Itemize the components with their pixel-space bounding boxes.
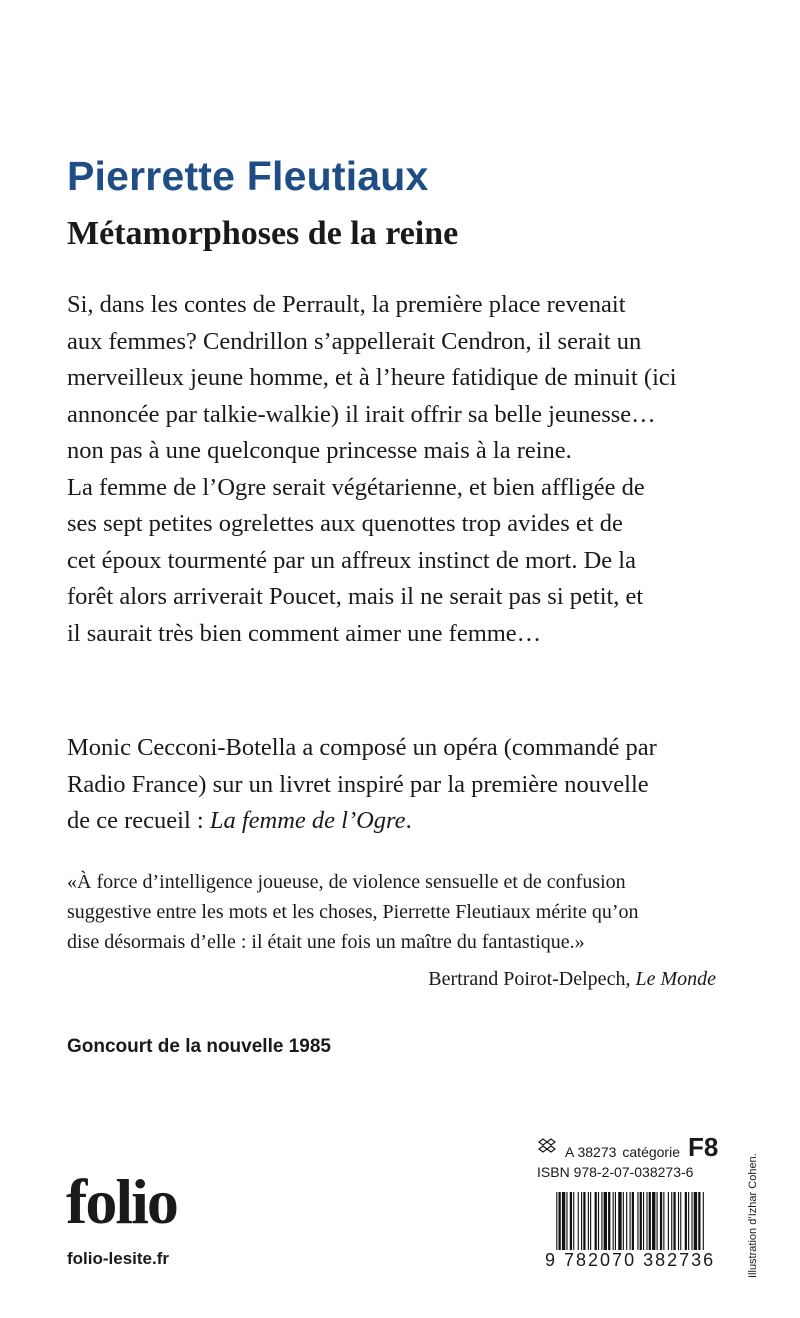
synopsis-line: merveilleux jeune homme, et à l’heure fatidique de minuit (ici — [67, 364, 677, 391]
note-line: Monic Cecconi-Botella a composé un opéra (commandé par — [67, 734, 657, 761]
isbn: ISBN 978-2-07-038273-6 — [537, 1164, 694, 1180]
category-row — [537, 1130, 722, 1160]
synopsis-line: non pas à une quelconque princesse mais à la reine. — [67, 437, 572, 464]
synopsis-line: annoncée par talkie-walkie) il irait offrir sa belle jeunesse… — [67, 400, 656, 428]
quote-line: «À force d’intelligence joueuse, de violence sensuelle et de confusion — [67, 871, 626, 893]
synopsis-line: ses sept petites ogrelettes aux quenottes trop avides et de — [67, 510, 623, 537]
synopsis-line: forêt alors arriverait Poucet, mais il ne serait pas si petit, et — [67, 583, 644, 610]
product-info — [537, 1130, 722, 1180]
publication-name: Le Monde — [635, 968, 716, 990]
note-prefix: de ce recueil : — [67, 807, 210, 834]
folio-logo: folio — [66, 1166, 177, 1237]
note-story-title: La femme de l’Ogre — [209, 807, 406, 834]
critic-name: Bertrand Poirot-Delpech, — [428, 968, 636, 990]
note-line — [67, 803, 747, 840]
author-name: Pierrette Fleutiaux — [67, 153, 429, 199]
synopsis-line: La femme de l’Ogre serait végétarienne, et bien affligée de — [67, 473, 645, 501]
prize-label: Goncourt de la nouvelle 1985 — [67, 1036, 331, 1057]
quote-line: dise désormais d’elle : il était une fois un maître du fantastique.» — [67, 931, 585, 953]
barcode-digits: 9 782070 382736 — [545, 1250, 716, 1270]
category-value: F8 — [687, 1132, 719, 1162]
synopsis-line: il saurait très bien comment aimer une femme… — [67, 619, 542, 647]
press-quote — [67, 867, 747, 957]
quote-attribution — [428, 964, 716, 994]
website-link[interactable]: folio-lesite.fr — [67, 1249, 170, 1268]
note-line: Radio France) sur un livret inspiré par la première nouvelle — [67, 770, 649, 798]
books-icon — [537, 1138, 557, 1156]
synopsis-line: cet époux tourmenté par un affreux instinct de mort. De la — [67, 546, 636, 574]
synopsis — [67, 287, 747, 652]
book-title: Métamorphoses de la reine — [67, 215, 459, 252]
synopsis-line: aux femmes? Cendrillon s’appellerait Cendron, il serait un — [67, 327, 642, 355]
product-code: A 38273 — [565, 1144, 617, 1160]
note-suffix: . — [405, 807, 412, 834]
category-label: catégorie — [622, 1144, 680, 1160]
quote-line: suggestive entre les mots et les choses, Pierrette Fleutiaux mérite qu’on — [67, 901, 639, 923]
illustration-credit: Illustration d’Izhar Cohen. — [747, 1153, 759, 1278]
synopsis-line: Si, dans les contes de Perrault, la première place revenait — [67, 291, 626, 318]
opera-note — [67, 730, 747, 840]
